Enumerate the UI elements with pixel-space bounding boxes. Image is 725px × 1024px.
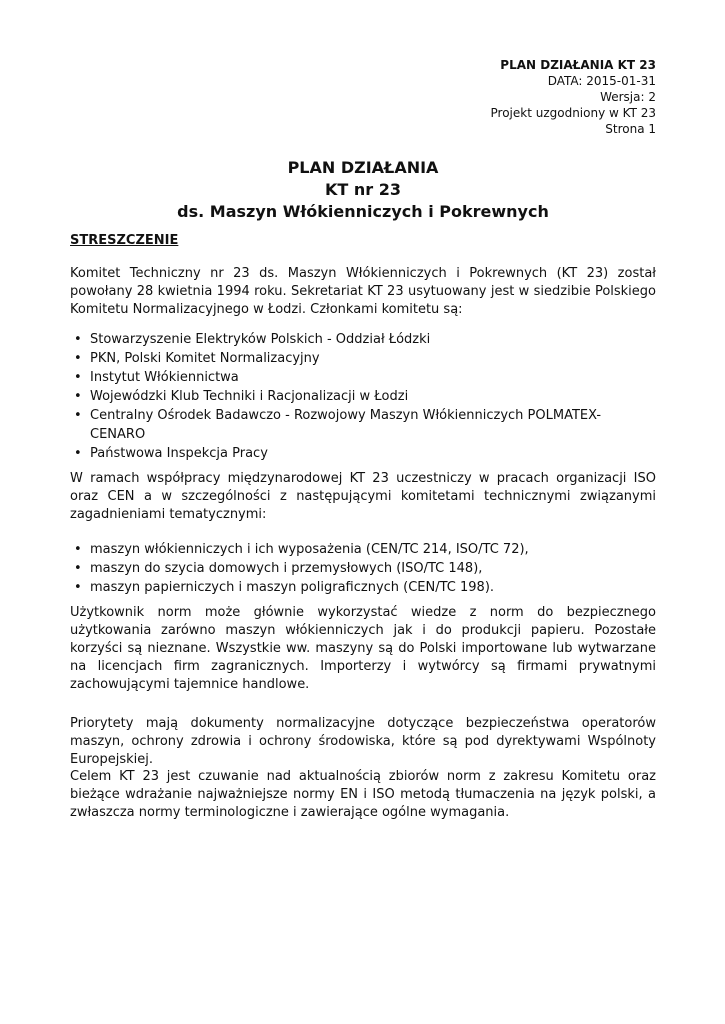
intro-paragraph: Komitet Techniczny nr 23 ds. Maszyn Włókienniczych i Pokrewnych (KT 23) został powołany 28 kwietnia 1994 roku. Sekretariat KT 23 usytuowany jest w siedzibie Polskiego Komitetu Normalizacyjnego w Łodzi. Członkami komitetu są: bbox=[70, 266, 656, 317]
bullet-icon: • bbox=[74, 542, 82, 557]
bullet-icon: • bbox=[74, 389, 82, 404]
list-item: • Instytut Włókiennictwa bbox=[74, 370, 239, 385]
cooperation-paragraph: W ramach współpracy międzynarodowej KT 23 uczestniczy w pracach organizacji ISO oraz CEN a w szczególności z następującymi komitetami technicznymi związanymi zagadnieniami tematycznymi: bbox=[70, 471, 656, 522]
header-date: DATA: 2015-01-31 bbox=[547, 74, 656, 88]
priorities-paragraph: Priorytety mają dokumenty normalizacyjne dotyczące bezpieczeństwa operatorów maszyn, ochrony zdrowia i ochrony środowiska, które są pod dyrektywami Wspólnoty Europejskiej. bbox=[70, 716, 656, 767]
committees-list bbox=[70, 540, 656, 597]
bullet-icon: • bbox=[74, 332, 82, 347]
title-line-1: PLAN DZIAŁANIA bbox=[287, 158, 439, 177]
list-item: • maszyn włókienniczych i ich wyposażenia (CEN/TC 214, ISO/TC 72), bbox=[74, 542, 529, 557]
list-item: • Centralny Ośrodek Badawczo - Rozwojowy Maszyn Włókienniczych POLMATEX-CENARO bbox=[74, 408, 602, 442]
list-item: • maszyn do szycia domowych i przemysłowych (ISO/TC 148), bbox=[74, 561, 483, 576]
header-title: PLAN DZIAŁANIA KT 23 bbox=[500, 58, 656, 72]
bullet-icon: • bbox=[74, 408, 82, 423]
list-item: • PKN, Polski Komitet Normalizacyjny bbox=[74, 351, 320, 366]
members-list bbox=[70, 330, 656, 463]
header-version: Wersja: 2 bbox=[600, 90, 656, 104]
title-line-3: ds. Maszyn Włókienniczych i Pokrewnych bbox=[177, 202, 549, 221]
bullet-icon: • bbox=[74, 561, 82, 576]
list-item: • Państwowa Inspekcja Pracy bbox=[74, 446, 268, 461]
header-status: Projekt uzgodniony w KT 23 bbox=[490, 106, 656, 120]
users-paragraph: Użytkownik norm może głównie wykorzystać wiedze z norm do bezpiecznego użytkowania zarówno maszyn włókienniczych jak i do produkcji papieru. Pozostałe korzyści są nieznane. Wszystkie ww. maszyny są do Polski importowane lub wytwarzane na licencjach firm zagranicznych. Importerzy i wytwórcy są firmami prywatnymi zachowującymi tajemnice handlowe. bbox=[70, 605, 656, 692]
header-page-number: Strona 1 bbox=[605, 122, 656, 136]
list-item: • Wojewódzki Klub Techniki i Racjonalizacji w Łodzi bbox=[74, 389, 409, 404]
document-title bbox=[70, 157, 656, 223]
goal-paragraph: Celem KT 23 jest czuwanie nad aktualnością zbiorów norm z zakresu Komitetu oraz bieżące wdrażanie najważniejsze normy EN i ISO metodą tłumaczenia na język polski, a zwłaszcza normy terminologiczne i zawierające ogólne wymagania. bbox=[70, 769, 656, 820]
bullet-icon: • bbox=[74, 351, 82, 366]
list-item: • Stowarzyszenie Elektryków Polskich - Oddział Łódzki bbox=[74, 332, 431, 347]
list-item: • maszyn papierniczych i maszyn poligraficznych (CEN/TC 198). bbox=[74, 580, 495, 595]
bullet-icon: • bbox=[74, 370, 82, 385]
bullet-icon: • bbox=[74, 446, 82, 461]
document-header bbox=[491, 57, 657, 137]
title-line-2: KT nr 23 bbox=[325, 180, 401, 199]
bullet-icon: • bbox=[74, 580, 82, 595]
summary-heading: STRESZCZENIE bbox=[70, 233, 179, 248]
